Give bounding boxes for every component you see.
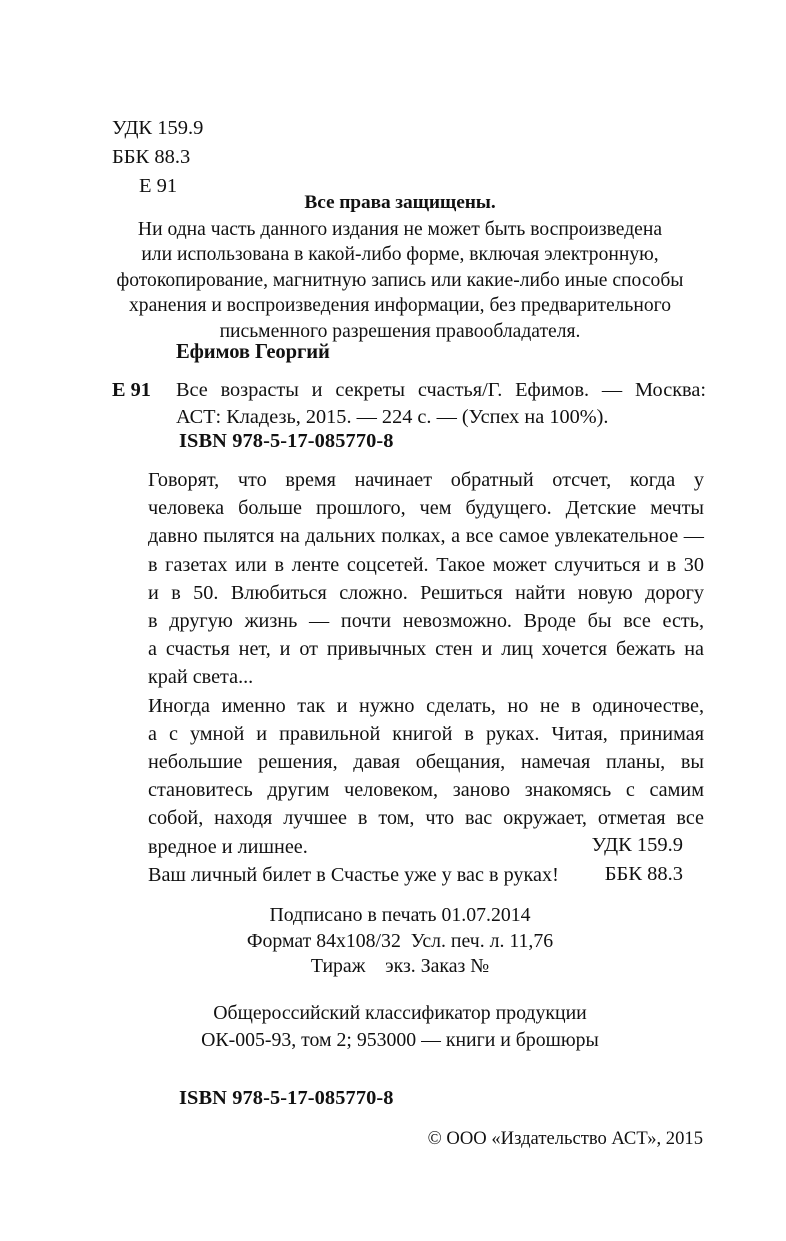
annotation-line: становитесь другим человеком, заново знакомясь с самим	[148, 779, 704, 802]
bibliographic-record	[112, 377, 706, 431]
rights-line: хранения и воспроизведения информации, без предварительного	[129, 295, 671, 316]
isbn-footer: ISBN 978-5-17-085770-8	[179, 1087, 394, 1109]
copyright-notice: © ООО «Издательство АСТ», 2015	[427, 1128, 703, 1149]
bbk-code-top: ББК 88.3	[112, 146, 191, 168]
author-name: Ефимов Георгий	[176, 341, 330, 363]
annotation-line: вредное и лишнее.	[148, 835, 308, 858]
biblio-line: АСТ: Кладезь, 2015. — 224 с. — (Успех на 100%).	[176, 406, 609, 428]
udk-code-top: УДК 159.9	[112, 117, 204, 139]
annotation-line: и в 50. Влюбиться сложно. Решиться найти новую дорогу	[148, 581, 704, 604]
rights-notice-title: Все права защищены.	[304, 192, 496, 213]
annotation-line: Ваш личный билет в Счастье уже у вас в руках!	[148, 863, 559, 886]
annotation-line: край света...	[148, 666, 254, 689]
author-sign-top: Е 91	[139, 175, 178, 197]
rights-line: письменного разрешения правообладателя.	[219, 320, 581, 342]
rights-line: Ни одна часть данного издания не может быть воспроизведена	[137, 218, 663, 240]
annotation-line: человека больше прошлого, чем будущего. Детские мечты	[148, 497, 704, 520]
classifier-line: Общероссийский классификатор продукции	[213, 1002, 587, 1024]
annotation-line: а счастья нет, и от привычных стен и лиц хочется бежать на	[148, 638, 704, 661]
rights-line: фотокопирование, магнитную запись или какие-либо иные способы	[116, 269, 684, 291]
author-sign-biblio: Е 91	[112, 379, 151, 401]
rights-line: или использована в какой-либо форме, включая электронную,	[141, 244, 659, 265]
imprint-block	[86, 903, 714, 980]
annotation-line: в другую жизнь — почти невозможно. Вроде бы все есть,	[148, 610, 704, 633]
annotation-text	[112, 466, 704, 889]
annotation-line: давно пылятся на дальних полках, а все самое увлекательное —	[148, 525, 704, 548]
signed-to-print-line: Подписано в печать 01.07.2014	[269, 904, 531, 926]
bbk-code-bottom: ББК 88.3	[604, 863, 683, 885]
print-run-line: Тираж экз. Заказ №	[310, 955, 490, 977]
classifier-line: ОК-005-93, том 2; 953000 — книги и брошюры	[201, 1028, 599, 1051]
annotation-line: а с умной и правильной книгой в руках. Читая, принимая	[148, 722, 704, 745]
format-line: Формат 84х108/32 Усл. печ. л. 11,76	[246, 929, 554, 952]
annotation-line: Говорят, что время начинает обратный отсчет, когда у	[148, 469, 704, 491]
product-classifier-block	[86, 1000, 714, 1053]
rights-notice-body	[86, 217, 714, 345]
isbn-primary: ISBN 978-5-17-085770-8	[179, 430, 394, 452]
annotation-line: Иногда именно так и нужно сделать, но не в одиночестве,	[148, 694, 704, 717]
annotation-line: собой, находя лучшее в том, что вас окружает, отметая все	[148, 807, 704, 830]
biblio-line: Все возрасты и секреты счастья/Г. Ефимов. — Москва:	[176, 379, 706, 401]
annotation-line: в газетах или в ленте соцсетей. Такое может случиться и в 30	[148, 553, 704, 576]
annotation-line: небольшие решения, давая обещания, намечая планы, вы	[148, 751, 704, 774]
bibliographic-description	[176, 377, 706, 431]
udk-code-bottom: УДК 159.9	[591, 834, 683, 856]
classification-codes-top	[112, 114, 203, 201]
annotation-paragraph	[112, 466, 704, 692]
classification-codes-bottom	[360, 831, 683, 889]
rights-notice	[86, 190, 714, 344]
